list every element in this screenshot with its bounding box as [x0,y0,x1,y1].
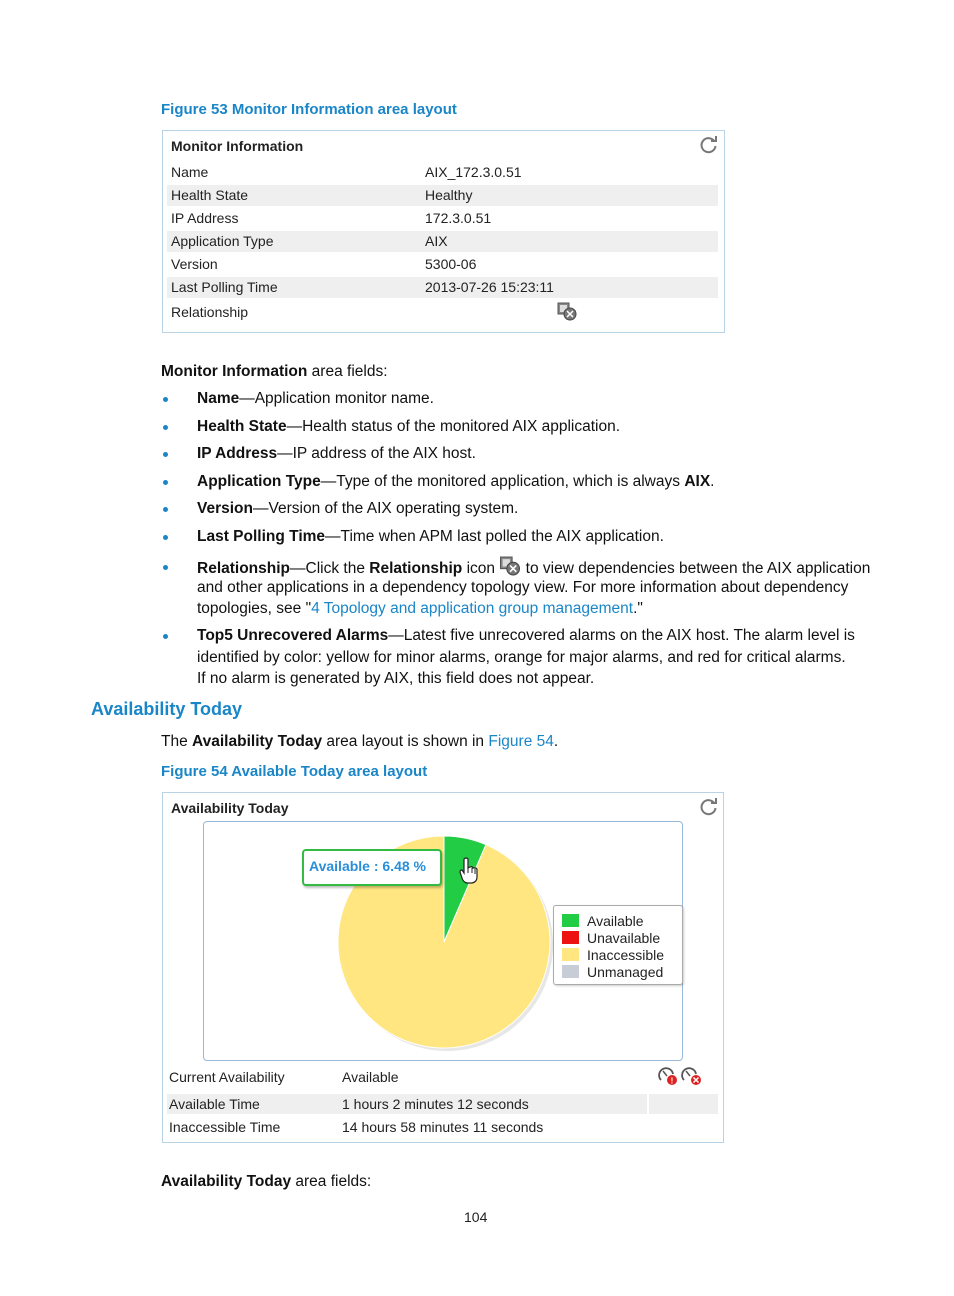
bullet-text: —Click the [290,560,370,577]
bullet-bold-mid: Relationship [369,560,463,577]
row-value: Healthy [425,187,473,203]
bullet-term: Health State [197,418,287,435]
row-value: AIX_172.3.0.51 [425,164,522,180]
row-current-availability-value: Available [342,1069,399,1085]
bullet-text: —Type of the monitored application, which is always [320,473,685,490]
refresh-icon[interactable] [700,136,718,154]
refresh-icon[interactable] [700,798,718,816]
fields-intro-bold: Monitor Information [161,363,308,380]
footer-fields-intro [161,1171,371,1192]
hand-cursor-icon [458,857,480,885]
panel-title: Monitor Information [171,138,304,154]
bullet-dot [163,397,168,402]
section-intro-mid: area layout is shown in [322,733,489,750]
row-key: Version [171,256,218,272]
section-intro [161,731,558,752]
bullet-version [197,498,518,519]
legend-swatch-unavailable [562,931,579,944]
legend-label: Unmanaged [587,964,664,980]
bullet-text: —Version of the AIX operating system. [253,500,519,517]
row-value: 172.3.0.51 [425,210,492,226]
bullet-icon-word: icon [462,560,500,577]
section-intro-bold: Availability Today [192,733,323,750]
bullet-term: Name [197,390,240,407]
fields-intro [161,361,388,382]
bullet-top5-line1 [197,625,855,646]
row-key: Available Time [169,1096,260,1112]
row-key: Relationship [171,304,249,320]
bullet-text: —Health status of the monitored AIX application. [286,418,621,435]
row-relationship [167,302,718,323]
bullet-term: IP Address [197,445,278,462]
row-health-state [167,185,718,206]
row-application-type [167,231,718,252]
bullet-dot [163,425,168,430]
bullet-text: —Application monitor name. [239,390,434,407]
chart-legend [553,905,683,985]
row-value: AIX [425,233,448,249]
row-key: Application Type [171,233,274,249]
panel-title: Availability Today [171,800,289,816]
bullet-line3-post: ." [633,600,643,617]
bullet-term: Version [197,500,253,517]
bullet-dot [163,452,168,457]
legend-swatch-unmanaged [562,965,579,978]
row-current-availability-key: Current Availability [169,1069,285,1085]
bullet-ip-address [197,443,476,464]
figure-53-caption: Figure 53 Monitor Information area layout [161,101,457,118]
row-name [167,162,718,183]
section-intro-post: . [553,733,559,750]
bullet-application-type [197,471,714,492]
bullet-bold-tail: AIX [684,473,711,490]
row-inaccessible-time-value: 14 hours 58 minutes 11 seconds [342,1119,544,1135]
bullet-health-state [197,416,620,437]
bullet-relationship-line2: and other applications in a dependency topology view. For more information about dependency [197,579,849,596]
topology-link[interactable]: 4 Topology and application group management [311,600,634,617]
bullet-text: —IP address of the AIX host. [277,445,476,462]
bullet-term: Top5 Unrecovered Alarms [197,627,389,644]
bullet-dot [163,480,168,485]
bullet-text: —Latest five unrecovered alarms on the AIX host. The alarm level is [388,627,855,644]
bullet-line1-tail: to view dependencies between the AIX application [521,560,871,577]
figure-54-link[interactable]: Figure 54 [488,733,554,750]
footer-intro-rest: area fields: [291,1173,372,1190]
bullet-top5-line2: identified by color: yellow for minor alarms, orange for major alarms, and red for critical alarms. [197,649,846,666]
row-key: Name [171,164,209,180]
footer-intro-bold: Availability Today [161,1173,292,1190]
row-key: Health State [171,187,249,203]
relationship-icon[interactable] [557,302,577,321]
chart-tooltip [302,849,442,886]
bullet-top5-line3: If no alarm is generated by AIX, this field does not appear. [197,670,595,687]
bullet-dot [163,535,168,540]
row-version [167,254,718,275]
row-ip-address [167,208,718,229]
section-heading: Availability Today [91,699,243,719]
fields-intro-rest: area fields: [307,363,388,380]
bullet-term: Last Polling Time [197,528,326,545]
relationship-icon [499,556,521,576]
legend-label: Unavailable [587,930,661,946]
row-value: 5300-06 [425,256,477,272]
row-key: Last Polling Time [171,279,278,295]
legend-label: Inaccessible [587,947,665,963]
tooltip-text: Available : 6.48 % [309,858,426,874]
legend-label: Available [587,913,644,929]
monitor-information-panel [162,130,725,333]
row-inaccessible-time-key: Inaccessible Time [169,1119,281,1135]
row-value: 2013-07-26 15:23:11 [425,279,554,295]
bullet-dot [163,507,168,512]
row-key: IP Address [171,210,239,226]
alarm-icon[interactable] [658,1066,678,1086]
figure-54-caption: Figure 54 Available Today area layout [161,763,428,780]
row-value: 1 hours 2 minutes 12 seconds [342,1096,529,1112]
row-available-time [167,1094,718,1114]
bullet-relationship-line3 [197,598,643,619]
bullet-name [197,388,434,409]
svg-text:!: ! [670,1076,674,1086]
bullet-dot [163,565,168,570]
legend-swatch-available [562,914,579,927]
bullet-term: Application Type [197,473,321,490]
bullet-last-polling-time [197,526,664,547]
availability-today-panel [162,792,724,1143]
bullet-line3-pre: topologies, see " [197,600,312,617]
bullet-tail: . [710,473,715,490]
bullet-relationship-line1 [197,556,870,579]
bullet-term: Relationship [197,560,291,577]
section-intro-pre: The [161,733,193,750]
bullet-dot [163,634,168,639]
alarm-clear-icon[interactable] [681,1066,703,1086]
page-number: 104 [464,1209,488,1225]
row-last-polling-time [167,277,718,298]
bullet-text: —Time when APM last polled the AIX application. [325,528,664,545]
column-divider [647,1094,649,1114]
legend-swatch-inaccessible [562,948,579,961]
